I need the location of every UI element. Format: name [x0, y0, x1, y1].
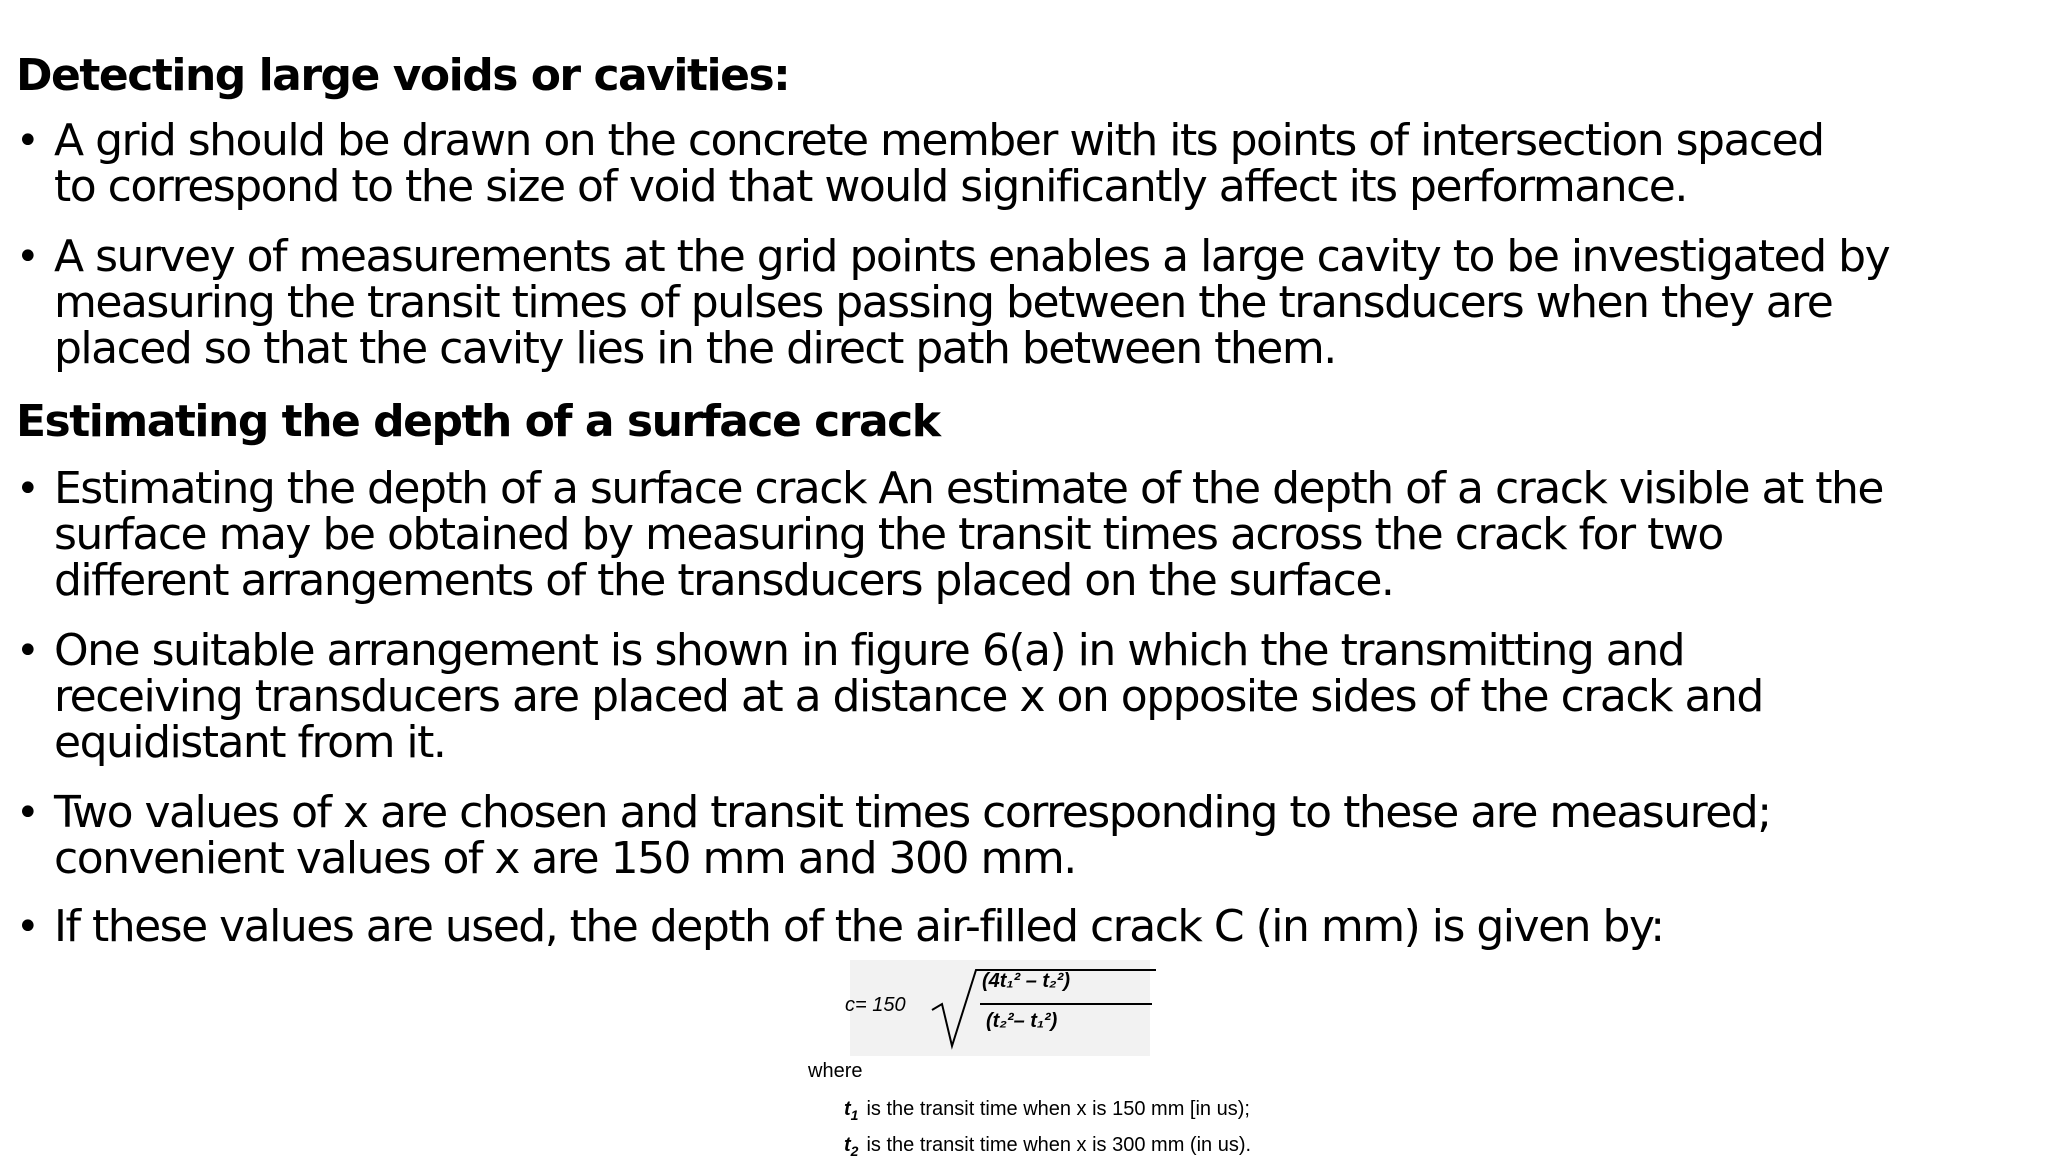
formula-where-label: where: [808, 1060, 863, 1082]
bullet-line: placed so that the cavity lies in the direct path between them.: [54, 323, 1336, 374]
bullet-dot-icon: •: [16, 466, 39, 512]
bullet-line: One suitable arrangement is shown in figure 6(a) in which the transmitting and: [54, 625, 1685, 676]
bullet-dot-icon: •: [16, 790, 39, 836]
formula-lhs: c= 150: [845, 994, 906, 1016]
bullet-line: A grid should be drawn on the concrete member with its points of intersection spaced: [54, 115, 1824, 166]
formula-numerator: (4t₁² – t₂²): [982, 970, 1070, 992]
bullet-line: surface may be obtained by measuring the transit times across the crack for two: [54, 509, 1723, 560]
bullet-dot-icon: •: [16, 118, 39, 164]
bullet-line: equidistant from it.: [54, 717, 446, 768]
definition-symbol: $t_1$: [844, 1098, 859, 1123]
bullet-line: different arrangements of the transducers placed on the surface.: [54, 555, 1394, 606]
bullet-line: Estimating the depth of a surface crack An estimate of the depth of a crack visible at the: [54, 463, 1883, 514]
formula-definition: [844, 1098, 1250, 1123]
definition-symbol: $t_2$: [844, 1134, 859, 1159]
formula-definition: [844, 1134, 1251, 1159]
bullet-text: [54, 231, 2048, 374]
bullet-dot-icon: •: [16, 628, 39, 674]
bullet-dot-icon: •: [16, 234, 39, 280]
bullet-line: to correspond to the size of void that would significantly affect its performance.: [54, 161, 1687, 212]
bullet-line: measuring the transit times of pulses passing between the transducers when they are: [54, 277, 1833, 328]
definition-text: is the transit time when x is 150 mm [in us);: [866, 1098, 1250, 1120]
bullet-text: [54, 787, 2048, 884]
crack-depth-formula: [800, 960, 1400, 1159]
definition-text: is the transit time when x is 300 mm (in us).: [866, 1134, 1252, 1156]
bullet-text: [54, 115, 2048, 212]
bullet-line: convenient values of x are 150 mm and 300 mm.: [54, 833, 1076, 884]
bullet-dot-icon: •: [16, 904, 39, 950]
section-heading-voids: Detecting large voids or cavities:: [16, 50, 790, 101]
section-heading-crack-depth: Estimating the depth of a surface crack: [16, 396, 940, 447]
bullet-text: [54, 463, 2048, 606]
formula-denominator: (t₂²– t₁²): [986, 1010, 1058, 1032]
bullet-text: [54, 901, 2048, 952]
bullet-line: Two values of x are chosen and transit times corresponding to these are measured;: [54, 787, 1771, 838]
bullet-line: A survey of measurements at the grid points enables a large cavity to be investigated by: [54, 231, 1890, 282]
bullet-line: If these values are used, the depth of the air-filled crack C (in mm) is given by:: [54, 901, 1664, 952]
bullet-line: receiving transducers are placed at a distance x on opposite sides of the crack and: [54, 671, 1763, 722]
bullet-text: [54, 625, 2048, 768]
